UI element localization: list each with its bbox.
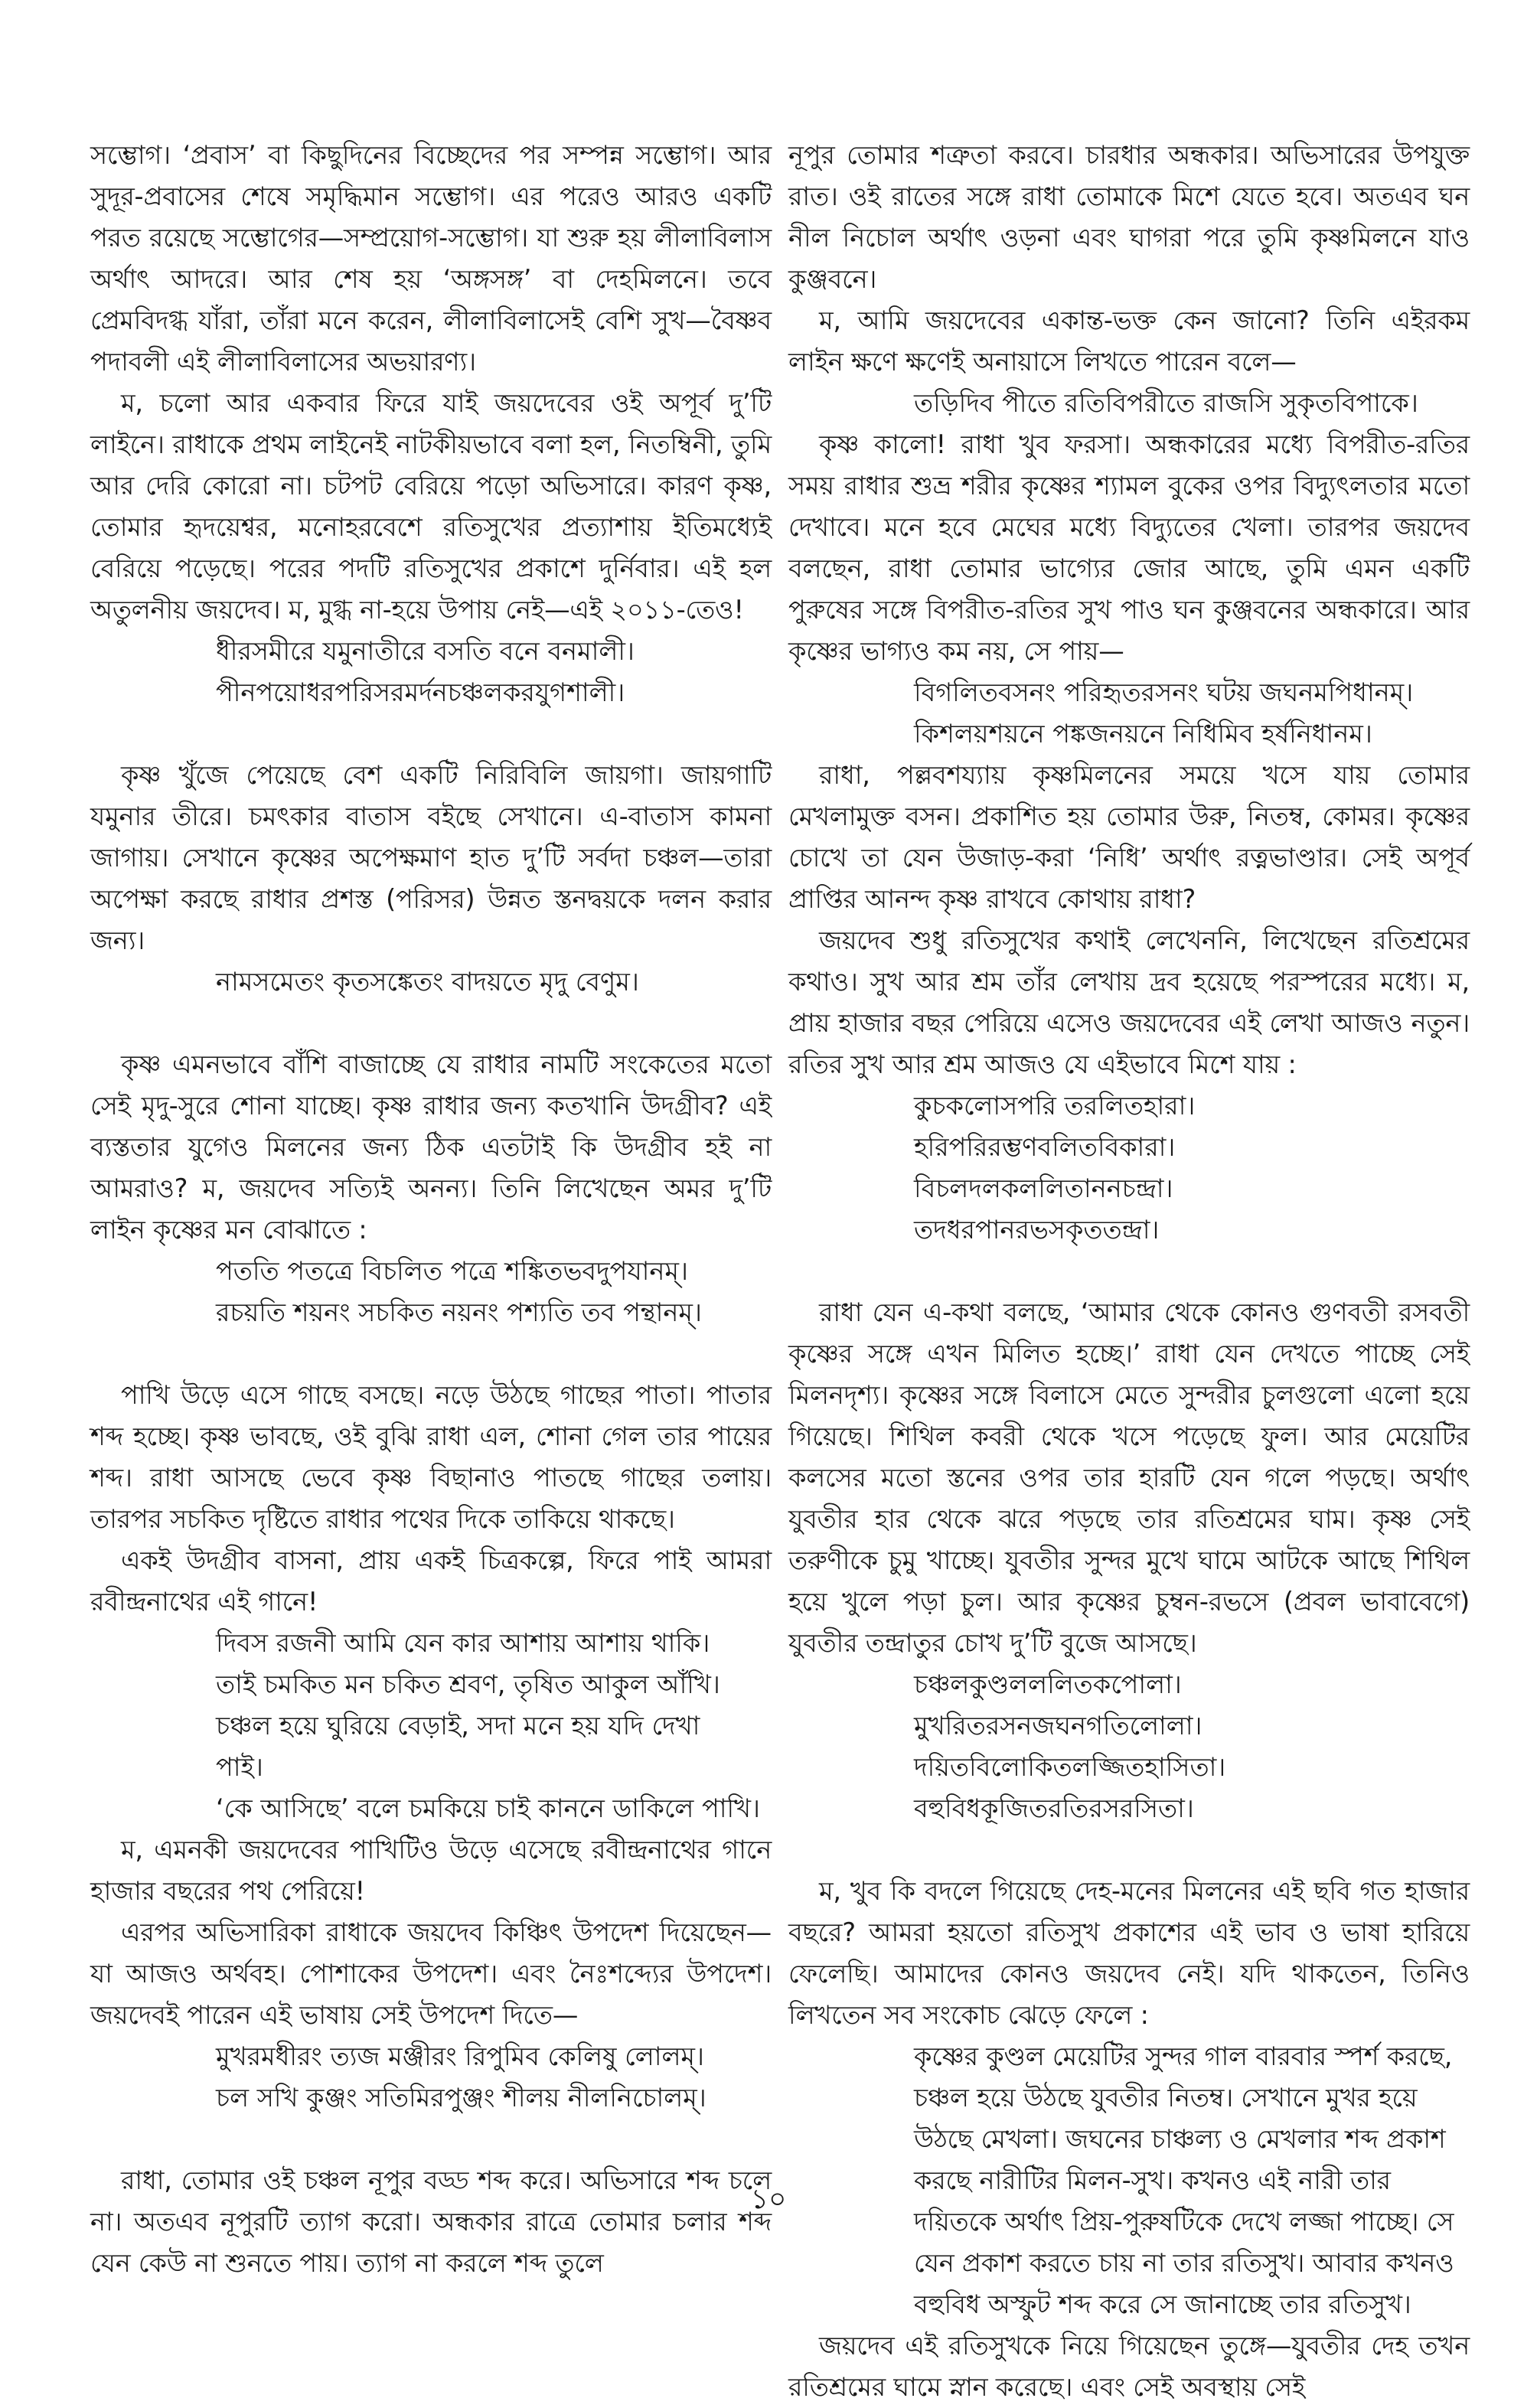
verse-line: তড়িদিব পীতে রতিবিপরীতে রাজসি সুকৃতবিপাকে। bbox=[914, 388, 1418, 418]
verse-line: তাই চমকিত মন চকিত শ্রবণ, তৃষিত আকুল আঁখি। bbox=[216, 1669, 720, 1699]
verse-line: মুখরমধীরং ত্যজ মঞ্জীরং রিপুমিব কেলিষু লোলম্। bbox=[216, 2041, 704, 2071]
verse-line: পততি পতত্রে বিচলিত পত্রে শঙ্কিতভবদুপযানম্। bbox=[216, 1256, 688, 1286]
verse-block bbox=[90, 2036, 772, 2119]
verse-block bbox=[788, 672, 1470, 755]
verse-line: রচয়তি শয়নং সচকিত নয়নং পশ্যতি তব পন্থানম্। bbox=[216, 1297, 702, 1327]
paragraph: কৃষ্ণ কালো! রাধা খুব ফরসা। অন্ধকারের মধ্যে বিপরীত-রতির সময় রাধার শুভ্র শরীর কৃষ্ণের শ্যামল বুকের ওপর বিদ্যুৎলতার মতো দেখাবে। মনে হবে মেঘের মধ্যে বিদ্যুতের খেলা। তারপর জয়দেব বলছেন, রাধা তোমার ভাগ্যের জোর আছে, তুমি এমন একটি পুরুষের সঙ্গে বিপরীত-রতির সুখ পাও ঘন কুঞ্জবনের অন্ধকারে। আর কৃষ্ণের ভাগ্যও কম নয়, সে পায়— bbox=[788, 429, 1470, 666]
verse-block bbox=[90, 631, 772, 713]
verse-line: পাই। bbox=[216, 1752, 263, 1782]
verse-line: দিবস রজনী আমি যেন কার আশায় আশায় থাকি। bbox=[216, 1628, 710, 1658]
paragraph: কৃষ্ণ এমনভাবে বাঁশি বাজাচ্ছে যে রাধার নামটি সংকেতের মতো সেই মৃদু-সুরে শোনা যাচ্ছে। কৃষ্ণ রাধার জন্য কতখানি উদগ্রীব? এই ব্যস্ততার যুগেও মিলনের জন্য ঠিক এতটাই কি উদগ্রীব হই না আমরাও? ম, জয়দেব সত্যিই অনন্য। তিনি লিখেছেন অমর দু’টি লাইন কৃষ্ণের মন বোঝাতে : bbox=[90, 1049, 772, 1245]
verse-line: নামসমেতং কৃতসঙ্কেতং বাদয়তে মৃদু বেণুম। bbox=[216, 967, 639, 997]
paragraph: জয়দেব এই রতিসুখকে নিয়ে গিয়েছেন তুঙ্গে—যুবতীর দেহ তখন রতিশ্রমের ঘামে স্নান করেছে। এবং সেই অবস্থায় সেই bbox=[788, 2331, 1470, 2402]
verse-block bbox=[788, 1664, 1470, 1829]
paragraph: ম, আমি জয়দেবের একান্ত-ভক্ত কেন জানো? তিনি এইরকম লাইন ক্ষণে ক্ষণেই অনায়াসে লিখতে পারেন বলে— bbox=[788, 305, 1470, 377]
verse-line: কুচকলোসপরি তরলিতহারা। bbox=[914, 1091, 1196, 1121]
page-number: ১০ bbox=[750, 2184, 787, 2215]
verse-line: হরিপরিরম্ভণবলিতবিকারা। bbox=[914, 1132, 1176, 1162]
right-column bbox=[788, 135, 1470, 2408]
paragraph: পাখি উড়ে এসে গাছে বসছে। নড়ে উঠছে গাছের পাতা। পাতার শব্দ হচ্ছে। কৃষ্ণ ভাবছে, ওই বুঝি রাধা এল, শোনা গেল তার পায়ের শব্দ। রাধা আসছে ভেবে কৃষ্ণ বিছানাও পাতছে গাছের তলায়। তারপর সচকিত দৃষ্টিতে রাধার পথের দিকে তাকিয়ে থাকছে। bbox=[90, 1380, 772, 1534]
verse-line: বিচলদলকললিতাননচন্দ্রা। bbox=[914, 1173, 1173, 1203]
verse-line: বিগলিতবসনং পরিহৃতরসনং ঘটয় জঘনমপিধানম্। bbox=[914, 677, 1414, 707]
paragraph: নূপুর তোমার শত্রুতা করবে। চারধার অন্ধকার। অভিসারের উপযুক্ত রাত। ওই রাতের সঙ্গে রাধা তোমাকে মিশে যেতে হবে। অতএব ঘন নীল নিচোল অর্থাৎ ওড়না এবং ঘাগরা পরে তুমি কৃষ্ণমিলনে যাও কুঞ্জবনে। bbox=[788, 140, 1470, 294]
paragraph: ম, খুব কি বদলে গিয়েছে দেহ-মনের মিলনের এই ছবি গত হাজার বছরে? আমরা হয়তো রতিসুখ প্রকাশের এই ভাব ও ভাষা হারিয়ে ফেলেছি। আমাদের কোনও জয়দেব নেই। যদি থাকতেন, তিনিও লিখতেন সব সংকোচ ঝেড়ে ফেলে : bbox=[788, 1876, 1470, 2030]
verse-line: দয়িতবিলোকিতলজ্জিতহাসিতা। bbox=[914, 1752, 1226, 1782]
verse-line: তদধরপানরভসকৃততন্দ্রা। bbox=[914, 1215, 1160, 1245]
paragraph: এরপর অভিসারিকা রাধাকে জয়দেব কিঞ্চিৎ উপদেশ দিয়েছেন—যা আজও অর্থবহ। পোশাকের উপদেশ। এবং নৈঃশব্দ্যের উপদেশ। জয়দেবই পারেন এই ভাষায় সেই উপদেশ দিতে— bbox=[90, 1917, 772, 2030]
indented-passage: কৃষ্ণের কুণ্ডল মেয়েটির সুন্দর গাল বারবার স্পর্শ করছে, চঞ্চল হয়ে উঠছে যুবতীর নিতম্ব। সেখানে মুখর হয়ে উঠছে মেখলা। জঘনের চাঞ্চল্য ও মেখলার শব্দ প্রকাশ করছে নারীটির মিলন-সুখ। কখনও এই নারী তার দয়িতকে অর্থাৎ প্রিয়-পুরুষটিকে দেখে লজ্জা পাচ্ছে। সে যেন প্রকাশ করতে চায় না তার রতিসুখ। আবার কখনও বহুবিধ অস্ফুট শব্দ করে সে জানাচ্ছে তার রতিসুখ। bbox=[914, 2041, 1454, 2319]
paragraph: রাধা, পল্লবশয্যায় কৃষ্ণমিলনের সময়ে খসে যায় তোমার মেখলামুক্ত বসন। প্রকাশিত হয় তোমার উরু, নিতম্ব, কোমর। কৃষ্ণের চোখে তা যেন উজাড়-করা ‘নিধি’ অর্থাৎ রত্নভাণ্ডার। সেই অপূর্ব প্রাপ্তির আনন্দ কৃষ্ণ রাখবে কোথায় রাধা? bbox=[788, 760, 1470, 914]
verse-line: ‘কে আসিছে’ বলে চমকিয়ে চাই কাননে ডাকিলে পাখি। bbox=[216, 1793, 761, 1823]
verse-line: বহুবিধকূজিতরতিরসরসিতা। bbox=[914, 1793, 1194, 1823]
verse-block bbox=[90, 1251, 772, 1333]
paragraph: কৃষ্ণ খুঁজে পেয়েছে বেশ একটি নিরিবিলি জায়গা। জায়গাটি যমুনার তীরে। চমৎকার বাতাস বইছে সেখানে। এ-বাতাস কামনা জাগায়। সেখানে কৃষ্ণের অপেক্ষমাণ হাত দু’টি সর্বদা চঞ্চল—তারা অপেক্ষা করছে রাধার প্রশস্ত (পরিসর) উন্নত স্তনদ্বয়কে দলন করার জন্য। bbox=[90, 760, 772, 955]
paragraph: সম্ভোগ। ‘প্রবাস’ বা কিছুদিনের বিচ্ছেদের পর সম্পন্ন সম্ভোগ। আর সুদূর-প্রবাসের শেষে সমৃদ্ধিমান সম্ভোগ। এর পরেও আরও একটি পরত রয়েছে সম্ভোগের—সম্প্রয়োগ-সম্ভোগ। যা শুরু হয় লীলাবিলাস অর্থাৎ আদরে। আর শেষ হয় ‘অঙ্গসঙ্গ’ বা দেহমিলনে। তবে প্রেমবিদগ্ধ যাঁরা, তাঁরা মনে করেন, লীলাবিলাসেই বেশি সুখ—বৈষ্ণব পদাবলী এই লীলাবিলাসের অভয়ারণ্য। bbox=[90, 140, 772, 377]
paragraph: রাধা, তোমার ওই চঞ্চল নূপুর বড্ড শব্দ করে। অভিসারে শব্দ চলে না। অতএব নূপুরটি ত্যাগ করো। অন্ধকার রাত্রে তোমার চলার শব্দ যেন কেউ না শুনতে পায়। ত্যাগ না করলে শব্দ তুলে bbox=[90, 2165, 772, 2278]
verse-line: চঞ্চল হয়ে ঘুরিয়ে বেড়াই, সদা মনে হয় যদি দেখা bbox=[216, 1711, 700, 1741]
verse-line: চল সখি কুঞ্জং সতিমিরপুঞ্জং শীলয় নীলনিচোলম্। bbox=[216, 2083, 706, 2113]
paragraph: জয়দেব শুধু রতিসুখের কথাই লেখেননি, লিখেছেন রতিশ্রমের কথাও। সুখ আর শ্রম তাঁর লেখায় দ্রব হয়েছে পরস্পরের মধ্যে। ম, প্রায় হাজার বছর পেরিয়ে এসেও জয়দেবের এই লেখা আজও নতুন। রতির সুখ আর শ্রম আজও যে এইভাবে মিশে যায় : bbox=[788, 925, 1470, 1079]
verse-block bbox=[788, 1085, 1470, 1251]
verse-line: কিশলয়শয়নে পঙ্কজনয়নে নিধিমিব হর্ষনিধানম। bbox=[914, 719, 1372, 749]
verse-line: মুখরিতরসনজঘনগতিলোলা। bbox=[914, 1711, 1203, 1741]
paragraph: রাধা যেন এ-কথা বলছে, ‘আমার থেকে কোনও গুণবতী রসবতী কৃষ্ণের সঙ্গে এখন মিলিত হচ্ছে।’ রাধা যেন দেখতে পাচ্ছে সেই মিলনদৃশ্য। কৃষ্ণের সঙ্গে বিলাসে মেতে সুন্দরীর চুলগুলো এলো হয়ে গিয়েছে। শিথিল কবরী থেকে খসে পড়েছে ফুল। আর মেয়েটির কলসের মতো স্তনের ওপর তার হারটি যেন গলে পড়ছে। অর্থাৎ যুবতীর হার থেকে ঝরে পড়ছে তার রতিশ্রমের ঘাম। কৃষ্ণ সেই তরুণীকে চুমু খাচ্ছে। যুবতীর সুন্দর মুখে ঘামে আটকে আছে শিথিল হয়ে খুলে পড়া চুল। আর কৃষ্ণের চুম্বন-রভসে (প্রবল ভাবাবেগে) যুবতীর তন্দ্রাতুর চোখ দু’টি বুজে আসছে। bbox=[788, 1297, 1470, 1658]
left-column bbox=[90, 135, 772, 2284]
verse-block bbox=[90, 1623, 772, 1829]
verse-line: ধীরসমীরে যমুনাতীরে বসতি বনে বনমালী। bbox=[216, 636, 635, 666]
paragraph: একই উদগ্রীব বাসনা, প্রায় একই চিত্রকল্পে, ফিরে পাই আমরা রবীন্দ্রনাথের এই গানে! bbox=[90, 1545, 772, 1617]
verse-line: পীনপয়োধরপরিসরমর্দনচঞ্চলকরযুগশালী। bbox=[216, 677, 625, 707]
paragraph: ম, চলো আর একবার ফিরে যাই জয়দেবের ওই অপূর্ব দু’টি লাইনে। রাধাকে প্রথম লাইনেই নাটকীয়ভাবে বলা হল, নিতম্বিনী, তুমি আর দেরি কোরো না। চটপট বেরিয়ে পড়ো অভিসারে। কারণ কৃষ্ণ, তোমার হৃদয়েশ্বর, মনোহরবেশে রতিসুখের প্রত্যাশায় ইতিমধ্যেই বেরিয়ে পড়েছে। পরের পদটি রতিসুখের প্রকাশে দুর্নিবার। এই হল অতুলনীয় জয়দেব। ম, মুগ্ধ না-হয়ে উপায় নেই—এই ২০১১-তেও! bbox=[90, 388, 772, 625]
paragraph: ম, এমনকী জয়দেবের পাখিটিও উড়ে এসেছে রবীন্দ্রনাথের গানে হাজার বছরের পথ পেরিয়ে! bbox=[90, 1835, 772, 1906]
verse-block bbox=[788, 383, 1470, 424]
verse-line: চঞ্চলকুণ্ডলললিতকপোলা। bbox=[914, 1669, 1182, 1699]
verse-block bbox=[90, 961, 772, 1003]
